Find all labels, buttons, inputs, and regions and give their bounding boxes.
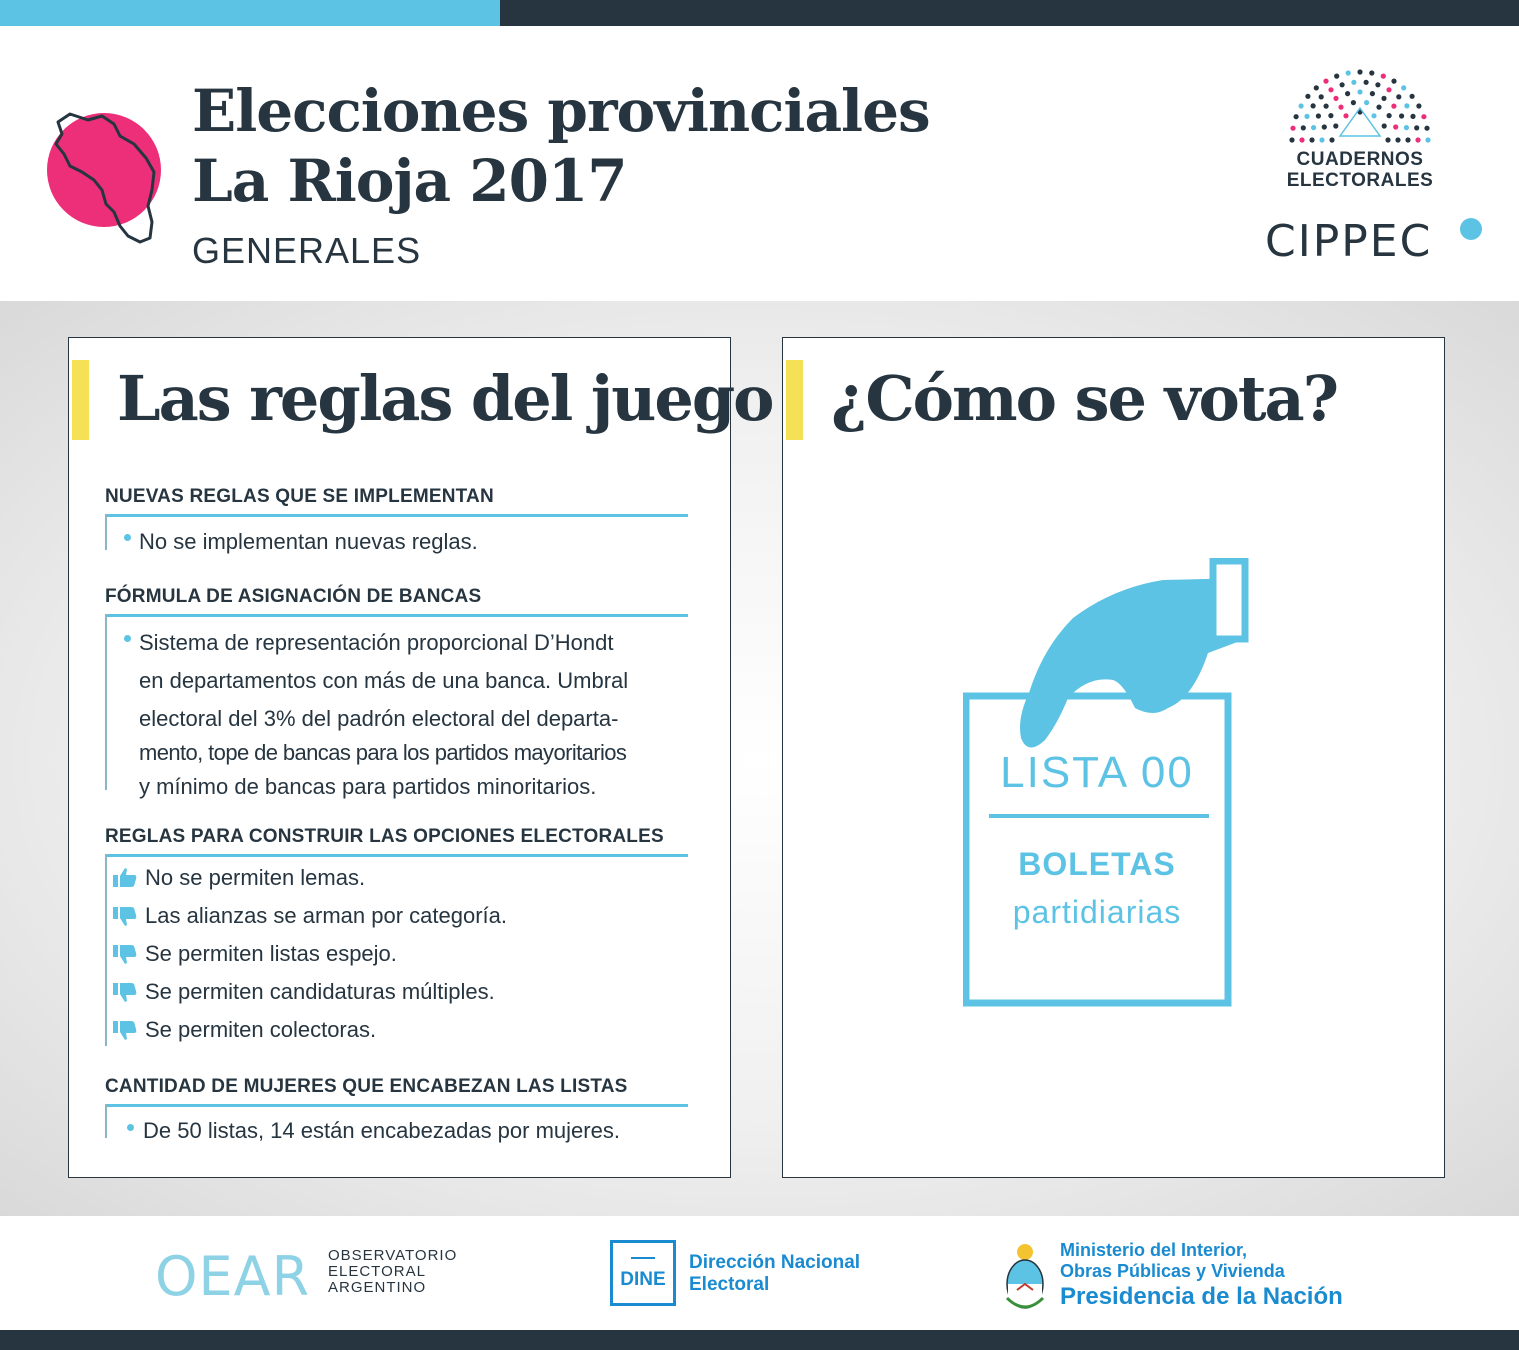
list-item: No se permiten lemas. [145, 865, 366, 890]
list-item: Se permiten colectoras. [145, 1017, 377, 1042]
argentina-coat-of-arms-icon [1003, 1240, 1047, 1314]
top-bar-dark-segment [500, 0, 1519, 26]
how-to-vote-panel [782, 337, 1445, 1178]
section-rule [105, 614, 688, 617]
dine-logo-text [689, 1252, 860, 1296]
ballot-divider [989, 814, 1209, 818]
section-heading-new-rules: NUEVAS REGLAS QUE SE IMPLEMENTAN [105, 486, 494, 507]
bottom-color-bar [0, 1330, 1519, 1350]
title-block [192, 76, 930, 272]
section-side-rule [105, 854, 107, 1046]
thumbs-down-icon [113, 906, 137, 928]
ballot-type-regular: partidiarias [1012, 894, 1182, 930]
section-side-rule [105, 514, 107, 550]
list-item: De 50 listas, 14 están encabezadas por mujeres. [143, 1118, 620, 1143]
ministry-line3: Presidencia de la Nación [1060, 1283, 1343, 1310]
formula-line: Sistema de representación proporcional D’Hondt [139, 630, 614, 655]
election-type-subtitle: GENERALES [192, 230, 422, 271]
bullet-dot [124, 534, 131, 541]
section-side-rule [105, 1104, 107, 1138]
formula-line: electoral del 3% del padrón electoral del departa- [139, 706, 619, 731]
dine-logo-bar [631, 1257, 655, 1259]
section-heading-seat-formula: FÓRMULA DE ASIGNACIÓN DE BANCAS [105, 586, 482, 607]
ministry-logo-text [1060, 1240, 1343, 1312]
formula-line: mento, tope de bancas para los partidos mayoritarios [139, 740, 627, 765]
dine-line1: Dirección Nacional [689, 1252, 861, 1273]
section-heading-women-heading-lists: CANTIDAD DE MUJERES QUE ENCABEZAN LAS LISTAS [105, 1076, 628, 1097]
top-color-bar [0, 0, 1519, 26]
ministry-line1: Ministerio del Interior, [1060, 1240, 1248, 1260]
oear-logo-text [328, 1248, 457, 1296]
list-item: Se permiten listas espejo. [145, 941, 397, 966]
rules-panel-title: Las reglas del juego [117, 362, 773, 435]
dine-line2: Electoral [689, 1274, 770, 1295]
dine-logo-mark [610, 1240, 676, 1306]
list-item: No se implementan nuevas reglas. [139, 529, 478, 554]
thumbs-down-icon [113, 982, 137, 1004]
formula-line: en departamentos con más de una banca. Umbral [139, 668, 629, 693]
thumbs-down-icon [113, 1020, 137, 1042]
ballot-type-bold: BOLETAS [1018, 846, 1176, 882]
dine-logo-label: DINE [620, 1269, 666, 1290]
oear-line1: OBSERVATORIO [328, 1247, 458, 1264]
ministry-line2: Obras Públicas y Vivienda [1060, 1261, 1285, 1281]
cippec-badge-icon [1460, 218, 1482, 240]
cuadernos-electorales-logo [1285, 66, 1435, 191]
section-rule [105, 854, 688, 857]
top-bar-cyan-segment [0, 0, 500, 26]
footer-logos [0, 1216, 1519, 1330]
section-rule [105, 1104, 688, 1107]
rules-panel [68, 337, 773, 1178]
list-item: Se permiten candidaturas múltiples. [145, 979, 495, 1004]
oear-logo-mark: OEAR [155, 1245, 311, 1308]
main-title-line1: Elecciones provinciales [192, 77, 930, 145]
title-accent-mark [72, 360, 89, 440]
section-rule [105, 514, 688, 517]
bullet-dot [127, 1124, 134, 1131]
section-side-rule [105, 614, 107, 790]
cuadernos-logo-line2: ELECTORALES [1286, 170, 1434, 191]
title-accent-mark [786, 360, 803, 440]
thumbs-down-icon [113, 944, 137, 966]
oear-line3: ARGENTINO [328, 1279, 427, 1296]
cippec-logo: CIPPEC [1265, 216, 1433, 267]
formula-line: y mínimo de bancas para partidos minoritarios. [139, 774, 597, 799]
section-heading-electoral-options: REGLAS PARA CONSTRUIR LAS OPCIONES ELECTORALES [105, 826, 664, 847]
thumbs-up-icon [113, 866, 137, 888]
list-item: Las alianzas se arman por categoría. [145, 903, 507, 928]
parliament-dots-icon [1285, 66, 1435, 144]
header [0, 26, 1519, 301]
oear-line2: ELECTORAL [328, 1263, 426, 1280]
cuadernos-logo-line1: CUADERNOS [1296, 149, 1424, 170]
main-title-line2: La Rioja 2017 [192, 147, 627, 215]
la-rioja-province-map-icon [44, 110, 164, 260]
how-to-vote-title: ¿Cómo se vota? [831, 362, 1338, 435]
bullet-dot [124, 635, 131, 642]
ballot-list-label: LISTA 00 [1000, 748, 1194, 797]
